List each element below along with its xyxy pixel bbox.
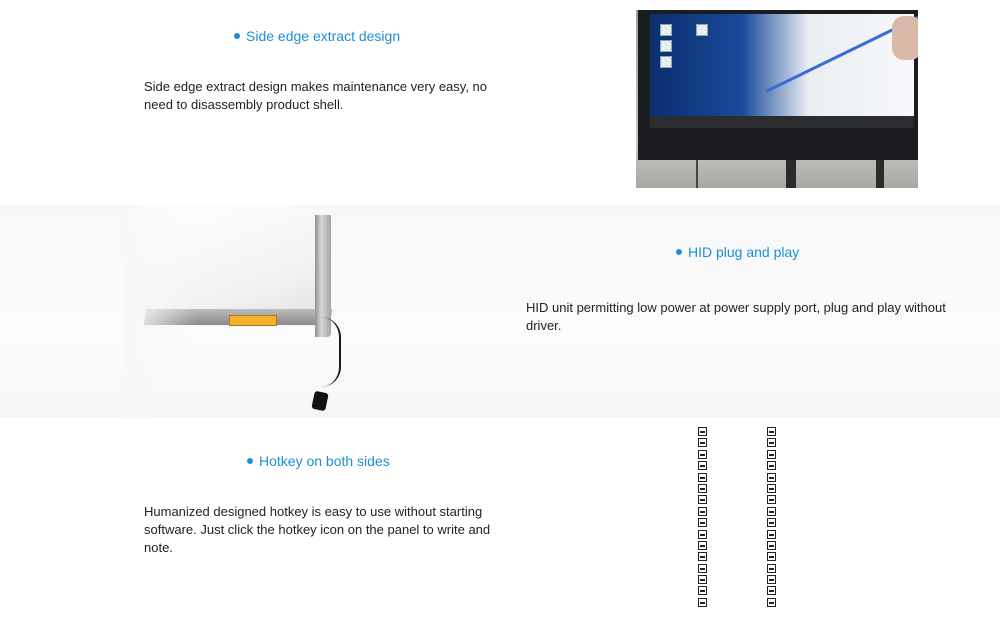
hotkey-icon <box>767 484 776 493</box>
hid-description: HID unit permitting low power at power supply port, plug and play without driver. <box>526 300 946 333</box>
bullet-icon <box>247 458 253 464</box>
side-edge-description: Side edge extract design makes maintenance very easy, no need to disassembly product shell. <box>144 79 488 112</box>
hotkey-icon <box>698 541 707 550</box>
hotkey-icon <box>698 507 707 516</box>
hid-heading <box>676 244 799 260</box>
side-edge-heading-text: Side edge extract design <box>246 28 401 44</box>
hotkey-icon <box>767 586 776 595</box>
hotkey-icon <box>698 427 707 436</box>
bullet-icon <box>234 33 240 39</box>
hotkey-column-left <box>698 427 707 609</box>
hotkey-icon <box>767 438 776 447</box>
hotkey-icon <box>767 495 776 504</box>
hotkey-description: Humanized designed hotkey is easy to use without starting software. Just click the hotkey icon on the panel to write and note. <box>144 504 491 555</box>
hotkey-icon <box>767 507 776 516</box>
hotkey-icon <box>767 473 776 482</box>
hotkey-icon <box>698 450 707 459</box>
hotkey-icon <box>767 552 776 561</box>
hotkey-icon <box>698 438 707 447</box>
hotkey-icon <box>698 564 707 573</box>
hotkey-icon <box>767 461 776 470</box>
frame-corner-photo <box>125 205 365 417</box>
side-edge-heading <box>234 28 400 44</box>
hotkey-heading-text: Hotkey on both sides <box>259 453 390 469</box>
hotkey-icon <box>767 541 776 550</box>
section-side-edge <box>0 0 1000 205</box>
hotkey-heading <box>247 453 390 469</box>
section-hotkey <box>0 418 1000 630</box>
hotkey-icon <box>698 552 707 561</box>
hotkey-icon <box>698 484 707 493</box>
hotkey-icon <box>698 530 707 539</box>
hotkey-icon <box>767 450 776 459</box>
touchscreen-photo <box>636 10 918 188</box>
hotkey-icon <box>698 473 707 482</box>
hid-heading-text: HID plug and play <box>688 244 800 260</box>
hotkey-column-right <box>767 427 776 609</box>
hotkey-icon <box>698 598 707 607</box>
hotkey-icon <box>767 564 776 573</box>
hotkey-icon <box>698 575 707 584</box>
hotkey-icon <box>698 461 707 470</box>
hotkey-icon <box>698 495 707 504</box>
hotkey-icon <box>767 530 776 539</box>
hotkey-icon <box>698 518 707 527</box>
hotkey-icon <box>698 586 707 595</box>
hotkey-icon <box>767 518 776 527</box>
bullet-icon <box>676 249 682 255</box>
hotkey-icon <box>767 575 776 584</box>
hotkey-icon <box>767 427 776 436</box>
hotkey-icon <box>767 598 776 607</box>
